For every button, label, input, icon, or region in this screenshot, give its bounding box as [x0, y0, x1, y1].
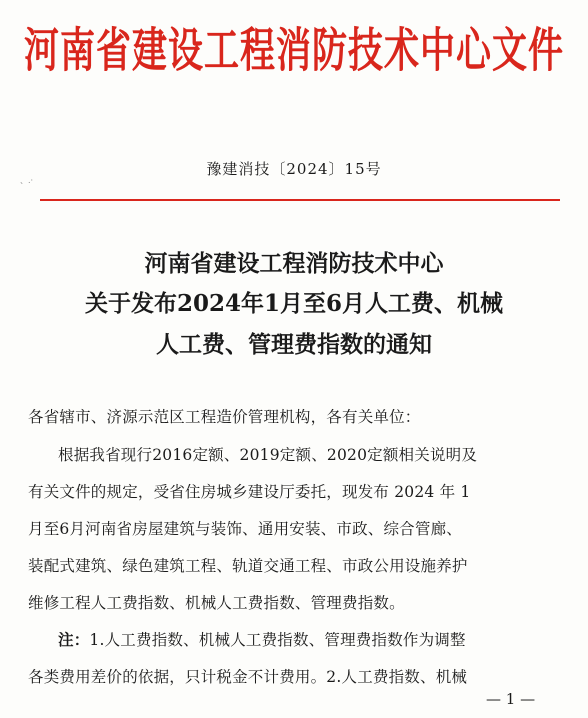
paragraph-line: 月至6月河南省房屋建筑与装饰、通用安装、市政、综合管廊、 — [28, 520, 462, 538]
document-title-line-2: 关于发布2024年1月至6月人工费、机械 — [84, 290, 504, 317]
page-number: — 1 — — [486, 690, 536, 708]
paragraph-line: 维修工程人工费指数、机械人工费指数、管理费指数。 — [28, 594, 405, 612]
paragraph-line: 装配式建筑、绿色建筑工程、轨道交通工程、市政公用设施养护 — [28, 557, 468, 575]
document-title-line-1: 河南省建设工程消防技术中心 — [144, 250, 444, 277]
note-text: 1.人工费指数、机械人工费指数、管理费指数作为调整 — [89, 631, 466, 649]
scan-mark: 、.· — [20, 176, 34, 185]
red-divider-line — [40, 199, 560, 201]
paragraph-line: 根据我省现行2016定额、2019定额、2020定额相关说明及 — [58, 446, 478, 464]
masthead-title: 河南省建设工程消防技术中心文件 — [23, 24, 564, 79]
note-line-1 — [58, 628, 568, 650]
document-title-line-3: 人工费、管理费指数的通知 — [156, 331, 432, 358]
note-label: 注： — [58, 630, 90, 649]
paragraph-line: 有关文件的规定，受省住房城乡建设厅委托，现发布 2024 年 1 — [28, 483, 471, 501]
document-number: 豫建消技〔2024〕15号 — [206, 160, 382, 178]
note-line-2: 各类费用差价的依据，只计税金不计费用。2.人工费指数、机械 — [28, 668, 468, 686]
salutation: 各省辖市、济源示范区工程造价管理机构，各有关单位： — [28, 408, 421, 426]
